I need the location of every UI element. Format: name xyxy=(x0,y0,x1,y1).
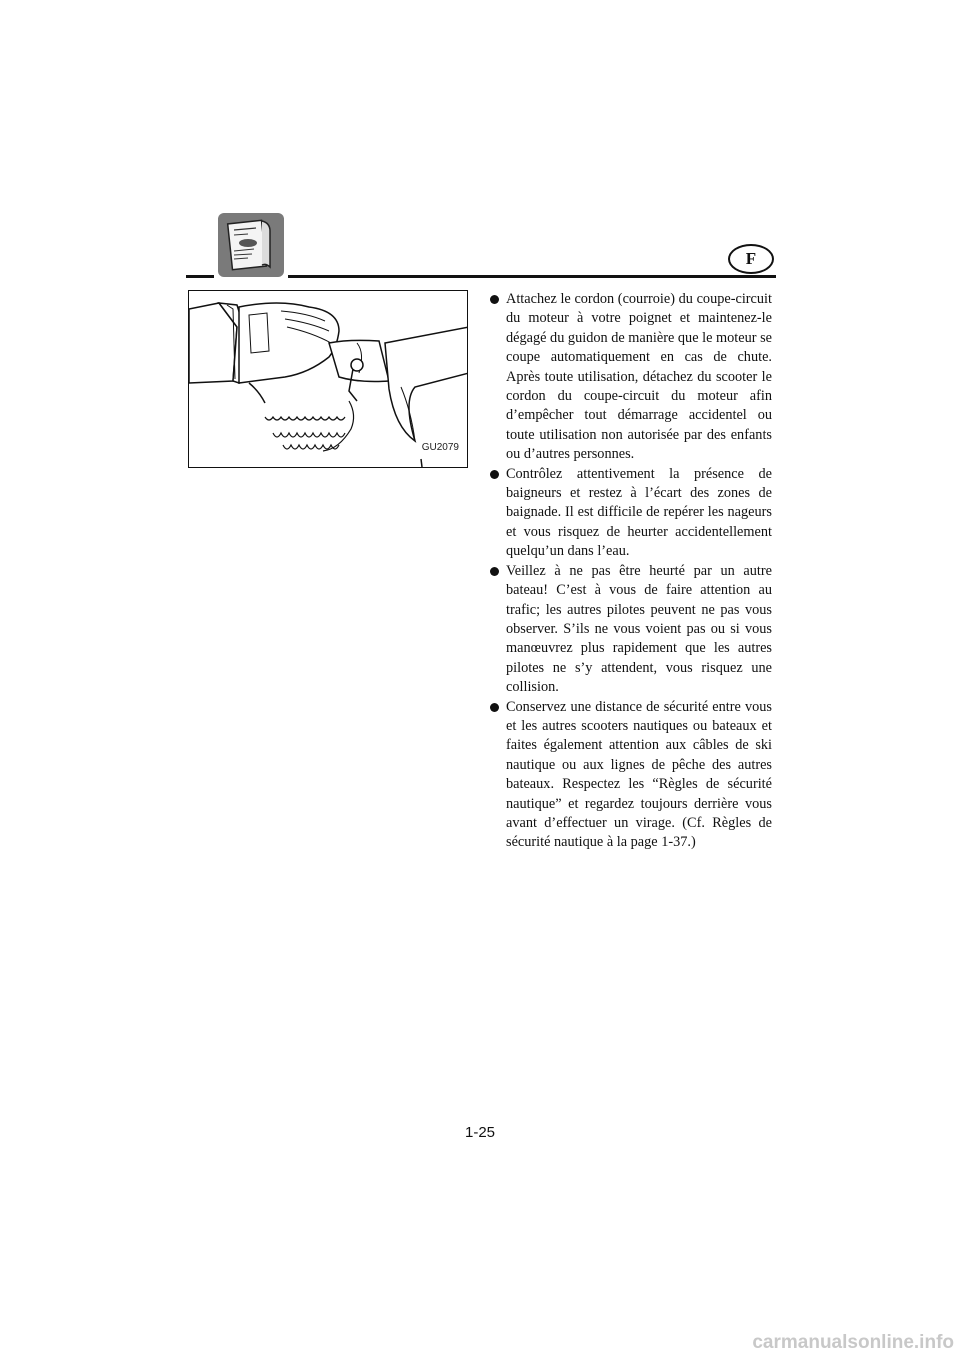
watermark: carmanualsonline.info xyxy=(752,1332,954,1353)
list-item-text: Contrôlez attentivement la présence de baigneurs et restez à l’écart des zones de baignade. Il est difficile de repérer les nageurs et vous risquez de heurter accidentellement quelqu’un dans l’eau. xyxy=(506,465,772,560)
header-rule-right xyxy=(288,275,776,278)
page-number: 1-25 xyxy=(464,1124,496,1141)
manual-book-icon xyxy=(218,213,284,277)
kill-switch-lanyard-illustration xyxy=(188,290,468,468)
figure-code: GU2079 xyxy=(421,442,459,453)
header-rule-left xyxy=(186,275,214,278)
bullet-icon xyxy=(490,470,499,479)
list-item xyxy=(490,290,772,465)
list-item-text: Veillez à ne pas être heurté par un autre bateau! C’est à vous de faire attention au trafic; les autres pilotes peuvent ne pas vous observer. S’ils ne vous voient pas ou si vous manœuvrez plus rapidement que les autres pilotes ne s’y attendent, vous risquez une collision. xyxy=(506,562,772,696)
language-badge xyxy=(728,244,774,274)
language-badge-label: F xyxy=(745,249,757,268)
bullet-icon xyxy=(490,703,499,712)
list-item xyxy=(490,465,772,562)
safety-bullet-list xyxy=(490,290,772,853)
bullet-icon xyxy=(490,567,499,576)
list-item xyxy=(490,562,772,698)
list-item-text: Conservez une distance de sécurité entre vous et les autres scooters nautiques ou bateaux et faites également attention aux câbles de ski nautique ou aux lignes de pêche des autres bateaux. Respectez les “Règles de sécurité nautique” et regardez toujours derrière vous avant d’effectuer un virage. (Cf. Règles de sécurité nautique à la page 1-37.) xyxy=(506,698,772,851)
list-item xyxy=(490,698,772,853)
list-item-text: Attachez le cordon (courroie) du coupe-circuit du moteur à votre poignet et maintenez-le dégagé du guidon de manière que le moteur se coupe automatiquement en cas de chute. Après toute utilisation, détachez du scooter le cordon du coupe-circuit du moteur afin d’empêcher tout démarrage accidentel ou toute utilisation non autorisée par des enfants ou d’autres personnes. xyxy=(506,291,772,463)
bullet-icon xyxy=(490,295,499,304)
